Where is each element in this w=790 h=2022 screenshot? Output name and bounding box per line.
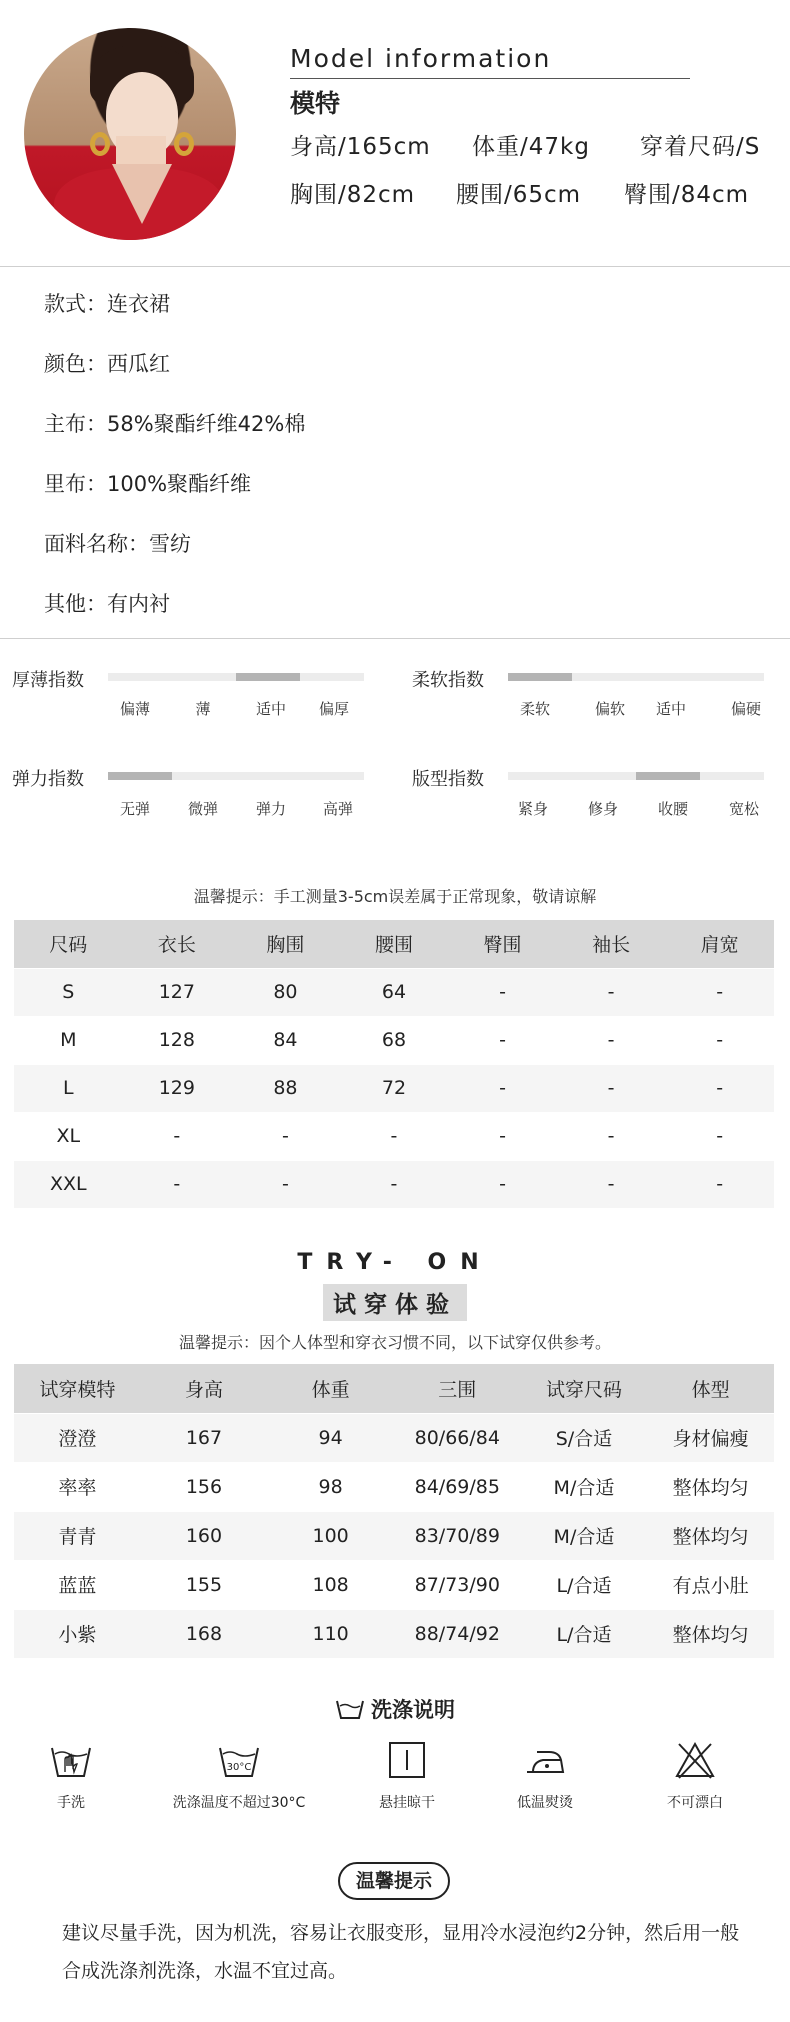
table-cell: 110 — [267, 1609, 394, 1658]
table-cell: 整体均匀 — [647, 1511, 774, 1560]
tryon-subtitle: 试穿体验 — [323, 1284, 467, 1321]
table-cell: 160 — [141, 1511, 268, 1560]
table-cell: 129 — [123, 1064, 232, 1112]
table-cell: 127 — [123, 968, 232, 1016]
wash-item-bleach — [620, 1740, 770, 1812]
table-cell: 94 — [267, 1413, 394, 1462]
divider — [0, 266, 790, 267]
table-cell: 澄澄 — [14, 1413, 141, 1462]
table-cell: 小紫 — [14, 1609, 141, 1658]
table-header: 袖长 — [557, 920, 666, 968]
table-cell: - — [340, 1112, 449, 1160]
table-cell: 蓝蓝 — [14, 1560, 141, 1609]
table-cell: - — [665, 1112, 774, 1160]
tryon-table — [14, 1364, 774, 1659]
table-cell: 98 — [267, 1462, 394, 1511]
model-bust: 胸围/82cm — [290, 182, 416, 208]
tryon-row — [14, 1462, 774, 1511]
table-cell: 155 — [141, 1560, 268, 1609]
table-header: 试穿尺码 — [521, 1364, 648, 1413]
table-cell: 88/74/92 — [394, 1609, 521, 1658]
table-header: 体重 — [267, 1364, 394, 1413]
model-info-title: Model information — [290, 44, 552, 73]
table-cell: 68 — [340, 1016, 449, 1064]
index-fill — [636, 772, 700, 780]
table-cell: - — [665, 968, 774, 1016]
wash-label: 洗涤温度不超过30°C — [172, 1795, 306, 1811]
table-cell: L — [14, 1064, 123, 1112]
table-cell: XL — [14, 1112, 123, 1160]
table-header: 臀围 — [448, 920, 557, 968]
size-table — [14, 920, 774, 1209]
wash-30-icon — [217, 1740, 261, 1780]
attr-other: 其他：有内衬 — [44, 592, 170, 616]
index-label: 柔软指数 — [412, 670, 484, 691]
table-header-row — [14, 920, 774, 968]
table-cell: - — [448, 1112, 557, 1160]
table-cell: M/合适 — [521, 1462, 648, 1511]
table-cell: S — [14, 968, 123, 1016]
size-row — [14, 1112, 774, 1160]
index-tick: 弹力 — [255, 800, 287, 818]
table-cell: 有点小肚 — [647, 1560, 774, 1609]
wash-label: 不可漂白 — [667, 1795, 723, 1811]
wash-item-hand — [0, 1740, 146, 1812]
table-cell: - — [123, 1112, 232, 1160]
table-cell: - — [231, 1112, 340, 1160]
index-label: 弹力指数 — [12, 769, 84, 790]
index-fill — [236, 673, 300, 681]
wash-item-30 — [164, 1740, 314, 1812]
tryon-row — [14, 1609, 774, 1658]
hand-wash-icon — [49, 1740, 93, 1780]
index-tick: 修身 — [587, 800, 619, 818]
table-cell: 84 — [231, 1016, 340, 1064]
size-row — [14, 1016, 774, 1064]
hang-dry-icon — [387, 1740, 427, 1780]
table-cell: - — [557, 968, 666, 1016]
tryon-row — [14, 1560, 774, 1609]
table-cell: - — [665, 1160, 774, 1208]
title-underline — [290, 78, 690, 79]
table-cell: 128 — [123, 1016, 232, 1064]
index-tick: 偏硬 — [730, 700, 762, 718]
size-row — [14, 1160, 774, 1208]
attr-lining: 里布：100%聚酯纤维 — [44, 472, 252, 496]
table-cell: XXL — [14, 1160, 123, 1208]
table-cell: 84/69/85 — [394, 1462, 521, 1511]
table-cell: 整体均匀 — [647, 1462, 774, 1511]
table-cell: 88 — [231, 1064, 340, 1112]
table-cell: 率率 — [14, 1462, 141, 1511]
table-cell: - — [557, 1112, 666, 1160]
table-cell: 64 — [340, 968, 449, 1016]
low-iron-icon — [523, 1740, 567, 1780]
tryon-note: 温馨提示：因个人体型和穿衣习惯不同，以下试穿仅供参考。 — [178, 1333, 611, 1352]
size-row — [14, 968, 774, 1016]
table-header: 胸围 — [231, 920, 340, 968]
table-cell: - — [557, 1016, 666, 1064]
table-header: 身高 — [141, 1364, 268, 1413]
tips-badge: 温馨提示 — [338, 1862, 450, 1900]
index-label: 厚薄指数 — [12, 670, 84, 691]
attr-style: 款式：连衣裙 — [44, 292, 170, 316]
model-size: 穿着尺码/S — [640, 134, 761, 160]
wash-basin-icon — [335, 1698, 365, 1720]
table-cell: - — [448, 1016, 557, 1064]
index-track — [508, 673, 764, 681]
index-tick: 偏软 — [594, 700, 626, 718]
table-cell: 168 — [141, 1609, 268, 1658]
attr-fabric-name: 面料名称：雪纺 — [44, 532, 191, 556]
index-fill — [108, 772, 172, 780]
table-cell: 167 — [141, 1413, 268, 1462]
tryon-row — [14, 1413, 774, 1462]
table-cell: - — [557, 1160, 666, 1208]
wash-label: 悬挂晾干 — [379, 1795, 435, 1811]
index-tick: 偏厚 — [318, 700, 350, 718]
table-cell: 100 — [267, 1511, 394, 1560]
wash-label: 低温熨烫 — [517, 1795, 573, 1811]
table-cell: S/合适 — [521, 1413, 648, 1462]
size-note: 温馨提示：手工测量3-5cm误差属于正常现象，敬请谅解 — [193, 887, 597, 906]
tips-text: 建议尽量手洗，因为机洗，容易让衣服变形，显用冷水浸泡约2分钟，然后用一般合成洗涤剂洗涤，水温不宜过高。 — [62, 1922, 740, 1982]
table-cell: 72 — [340, 1064, 449, 1112]
table-cell: 87/73/90 — [394, 1560, 521, 1609]
index-tick: 适中 — [255, 700, 287, 718]
table-cell: 青青 — [14, 1511, 141, 1560]
table-cell: - — [448, 968, 557, 1016]
table-cell: 整体均匀 — [647, 1609, 774, 1658]
table-cell: - — [665, 1016, 774, 1064]
index-tick: 高弹 — [322, 800, 354, 818]
table-header: 体型 — [647, 1364, 774, 1413]
tryon-title: TRY- ON — [297, 1250, 493, 1275]
index-tick: 紧身 — [517, 800, 549, 818]
model-label: 模特 — [290, 89, 341, 118]
index-tick: 收腰 — [657, 800, 689, 818]
table-cell: 80 — [231, 968, 340, 1016]
table-header-row — [14, 1364, 774, 1413]
table-header: 肩宽 — [665, 920, 774, 968]
table-cell: - — [231, 1160, 340, 1208]
wash-label: 手洗 — [57, 1795, 85, 1811]
table-header: 腰围 — [340, 920, 449, 968]
table-cell: - — [557, 1064, 666, 1112]
table-cell: 156 — [141, 1462, 268, 1511]
model-height: 身高/165cm — [290, 134, 431, 160]
table-cell: L/合适 — [521, 1609, 648, 1658]
model-weight: 体重/47kg — [472, 134, 590, 160]
index-tick: 薄 — [195, 700, 211, 718]
table-cell: M/合适 — [521, 1511, 648, 1560]
attr-color: 颜色：西瓜红 — [44, 352, 170, 376]
index-tick: 微弹 — [187, 800, 219, 818]
model-hip: 臀围/84cm — [624, 182, 750, 208]
table-header: 三围 — [394, 1364, 521, 1413]
index-track — [108, 772, 364, 780]
model-avatar — [24, 28, 236, 240]
wash-temp-text: 30°C — [226, 1762, 252, 1773]
size-row — [14, 1064, 774, 1112]
table-cell: - — [123, 1160, 232, 1208]
table-header: 衣长 — [123, 920, 232, 968]
attr-main-fabric: 主布：58%聚酯纤维42%棉 — [44, 412, 306, 436]
table-cell: - — [448, 1064, 557, 1112]
index-tick: 无弹 — [119, 800, 151, 818]
table-cell: - — [448, 1160, 557, 1208]
wash-item-iron — [470, 1740, 620, 1812]
index-label: 版型指数 — [412, 769, 484, 790]
index-tick: 柔软 — [519, 700, 551, 718]
wash-title: 洗涤说明 — [0, 1694, 790, 1724]
table-cell: 身材偏瘦 — [647, 1413, 774, 1462]
model-info-section — [0, 0, 790, 264]
table-cell: - — [665, 1064, 774, 1112]
index-track — [108, 673, 364, 681]
wash-item-hang — [332, 1740, 482, 1812]
index-track — [508, 772, 764, 780]
table-header: 试穿模特 — [14, 1364, 141, 1413]
index-tick: 适中 — [655, 700, 687, 718]
table-header: 尺码 — [14, 920, 123, 968]
table-cell: M — [14, 1016, 123, 1064]
table-cell: 108 — [267, 1560, 394, 1609]
divider — [0, 638, 790, 639]
no-bleach-icon — [673, 1740, 717, 1780]
table-cell: - — [340, 1160, 449, 1208]
table-cell: 83/70/89 — [394, 1511, 521, 1560]
tryon-row — [14, 1511, 774, 1560]
model-waist: 腰围/65cm — [456, 182, 582, 208]
table-cell: L/合适 — [521, 1560, 648, 1609]
index-tick: 偏薄 — [119, 700, 151, 718]
index-fill — [508, 673, 572, 681]
index-tick: 宽松 — [728, 800, 760, 818]
table-cell: 80/66/84 — [394, 1413, 521, 1462]
